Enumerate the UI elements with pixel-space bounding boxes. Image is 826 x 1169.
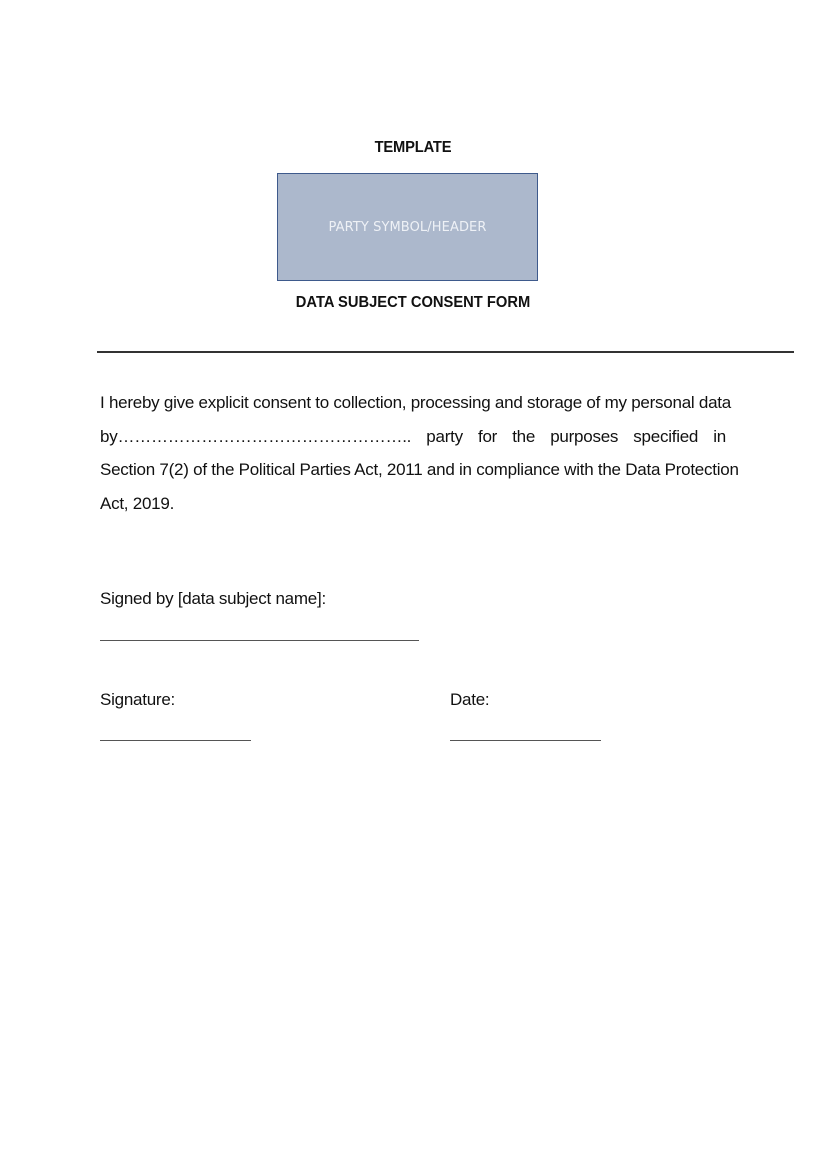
consent-line-3: Section 7(2) of the Political Parties Act, 2011 and in compliance with the Data Protection: [100, 460, 739, 479]
signature-label: Signature:: [100, 690, 175, 709]
consent-line-1: I hereby give explicit consent to collection, processing and storage of my personal data: [100, 393, 731, 412]
signature-blank[interactable]: [100, 740, 251, 741]
form-title: DATA SUBJECT CONSENT FORM: [295, 294, 531, 311]
signed-by-label: Signed by [data subject name]:: [100, 589, 326, 608]
consent-paragraph: [100, 386, 739, 520]
consent-line-4: Act, 2019.: [100, 493, 175, 513]
horizontal-divider: [97, 351, 794, 353]
consent-line-2: by…………………………………………….. party for the purposes specified in: [100, 426, 726, 446]
party-symbol-header-placeholder: [277, 173, 538, 281]
date-label: Date:: [450, 690, 490, 709]
template-label: TEMPLATE: [374, 139, 452, 156]
signed-by-name-blank[interactable]: [100, 640, 419, 641]
date-blank[interactable]: [450, 740, 601, 741]
header-placeholder-text: PARTY SYMBOL/HEADER: [328, 219, 487, 235]
